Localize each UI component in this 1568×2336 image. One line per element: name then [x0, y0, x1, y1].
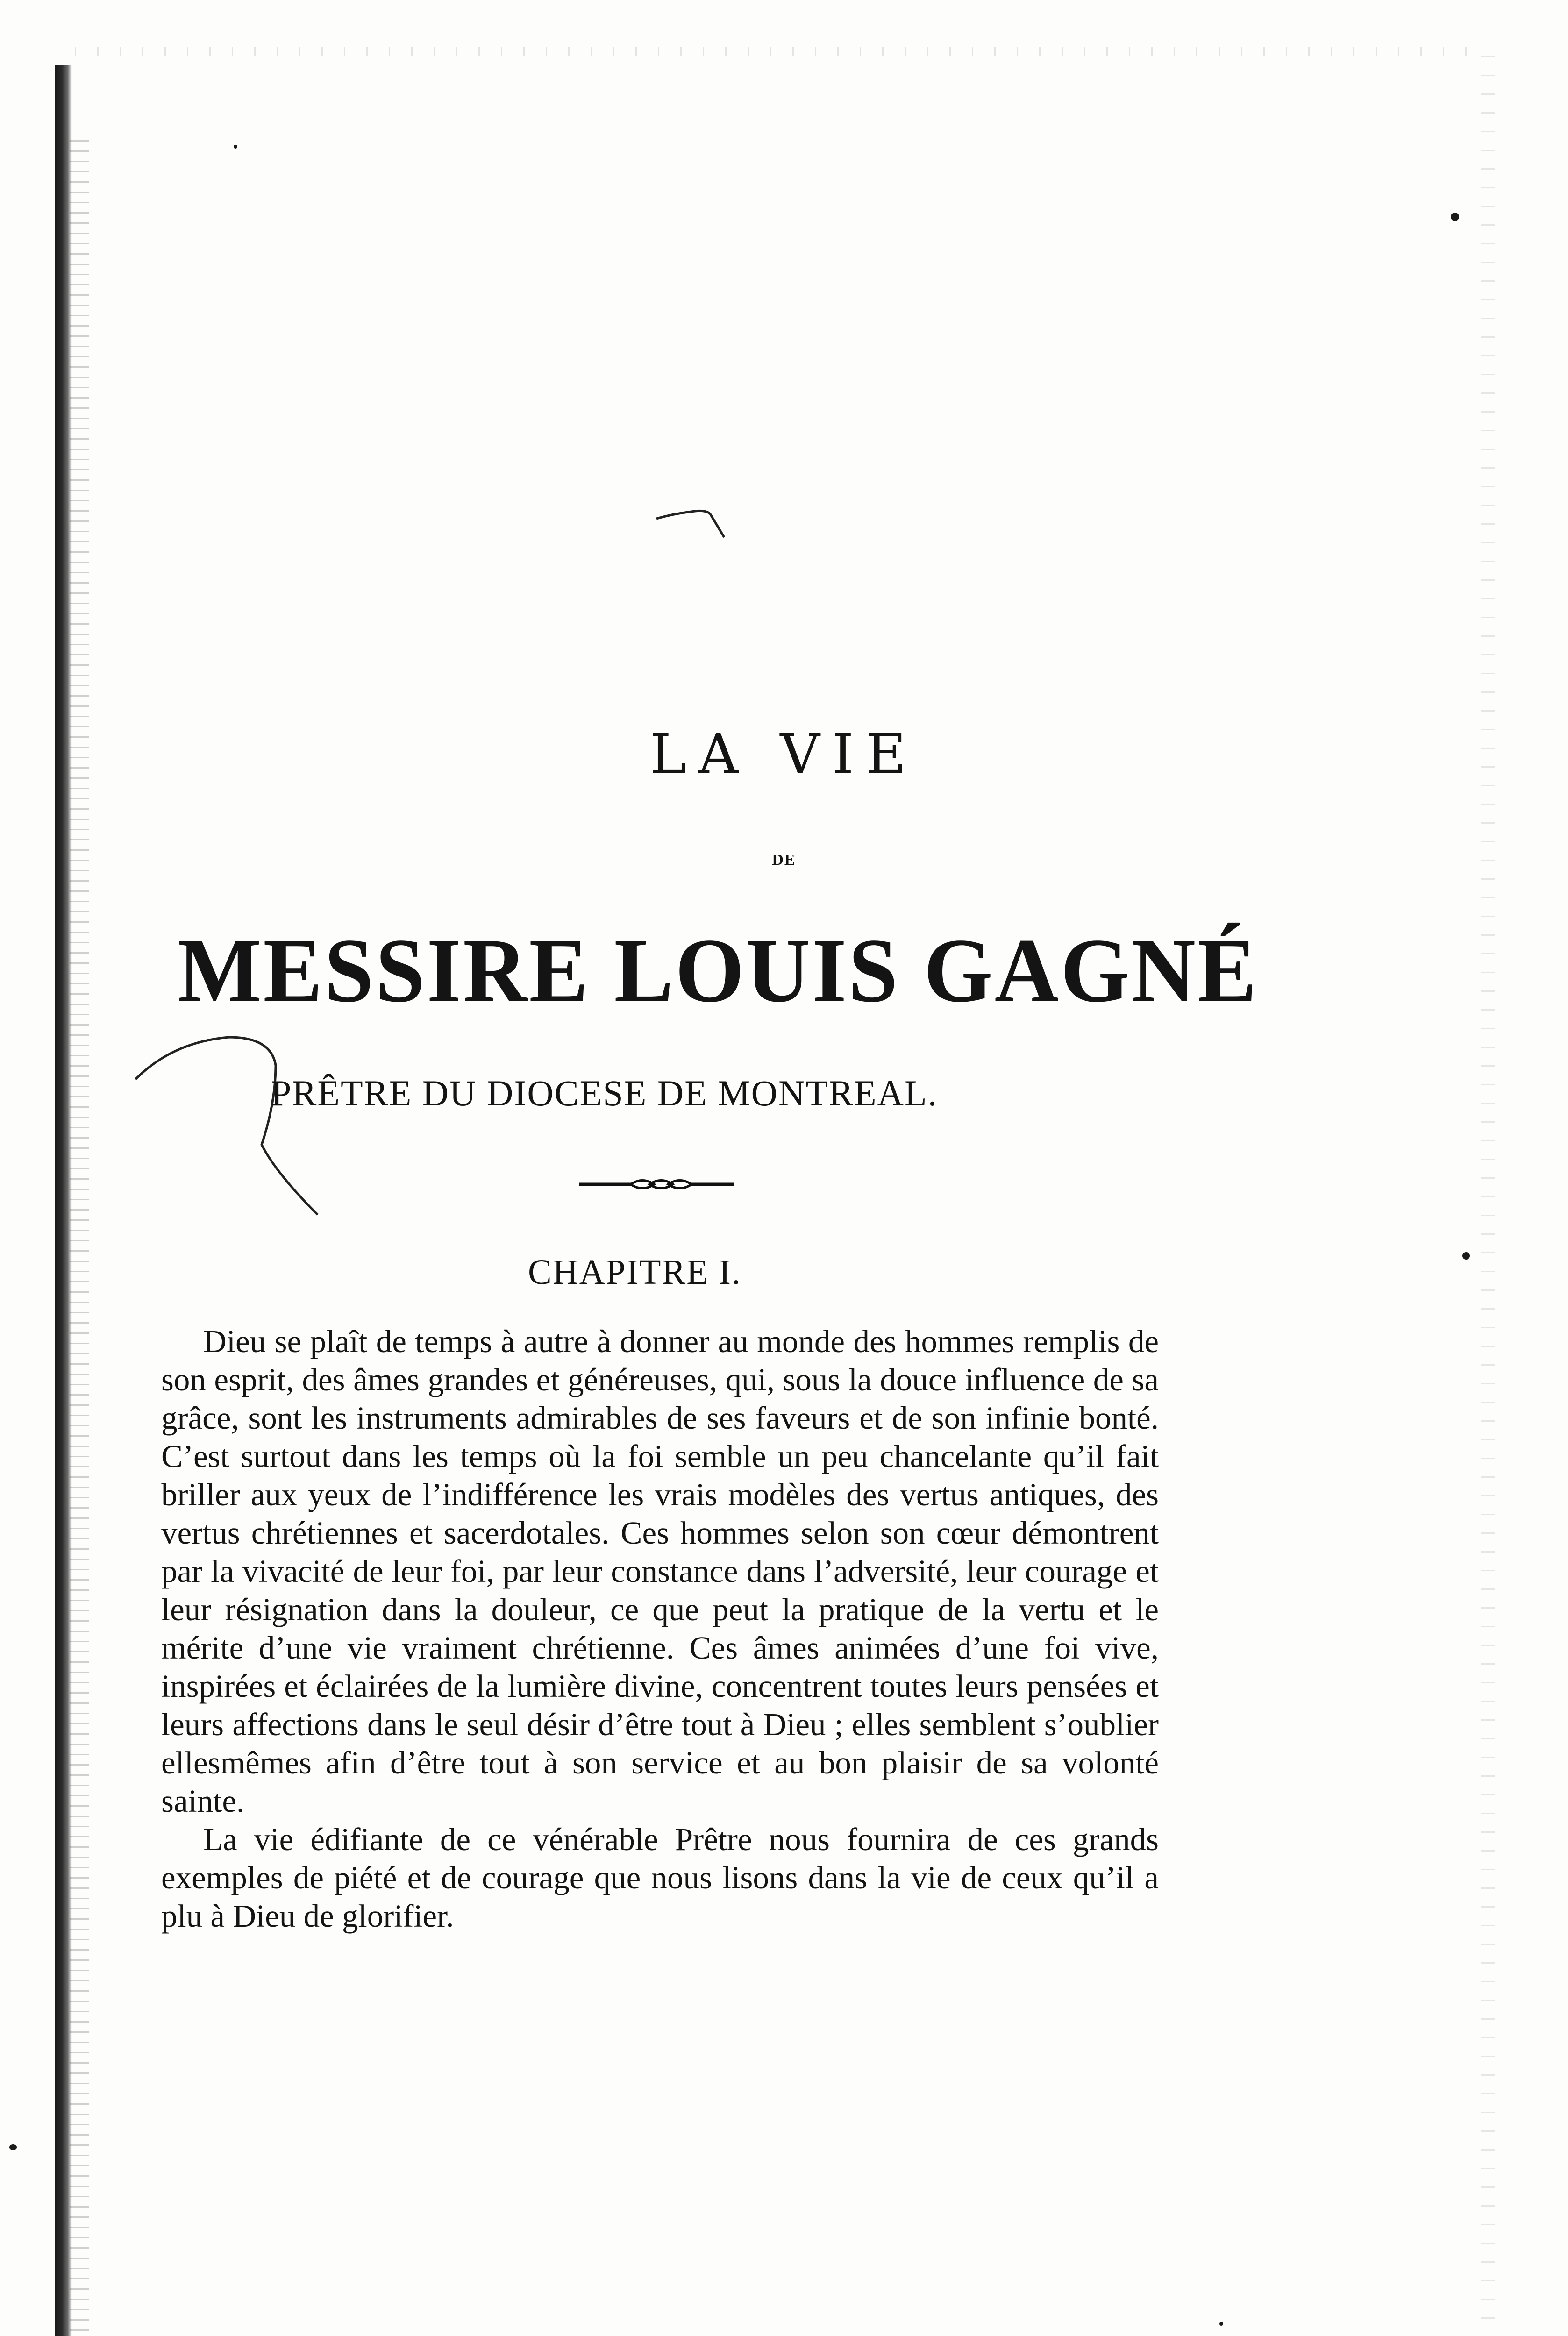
- scan-noise-top: [75, 47, 1476, 56]
- handwritten-pen-stroke: [135, 1028, 332, 1224]
- paragraph-2: La vie édifiante de ce vénérable Prêtre nous fournira de ces grands exemples de piété et de courage que nous lisons dans la vie de ceux qu’il a plu à Dieu de glorifier.: [161, 1822, 1159, 1934]
- body-text: [161, 1322, 1159, 1935]
- stray-ink-dot: [1462, 1252, 1470, 1260]
- stray-ink-dot: [9, 2144, 17, 2150]
- paragraph-1: Dieu se plaît de temps à autre à donner au monde des hommes remplis de son esprit, des âmes grandes et généreuses, qui, sous la douce influence de sa grâce, sont les instruments admirables de ses faveurs et de son infinie bonté. C’est surtout dans les temps où la foi semble un peu chancelante qu’il fait briller aux yeux de l’indifférence les vrais modèles des vertus antiques, des vertus chrétiennes et sacerdotales. Ces hommes selon son cœur démontrent par la vivacité de leur foi, par leur constance dans l’adversité, leur courage et leur résignation dans la douleur, ce que peut la pratique de la vertu et le mérite d’une vie vraiment chrétienne. Ces âmes animées d’une foi vive, inspirées et éclairées de la lumière divine, concentrent toutes leurs pensées et leurs affections dans le seul désir d’être tout à Dieu ; elles semblent s’oublier ellesmêmes afin d’être tout à son service et au bon plaisir de sa volonté sainte.: [161, 1324, 1159, 1819]
- scan-noise-right: [1481, 56, 1495, 2336]
- binding-edge: [55, 65, 72, 2336]
- stray-ink-dot: [234, 145, 237, 149]
- binding-speckle: [70, 140, 89, 2336]
- stray-ink-dot: [1219, 2322, 1223, 2326]
- stray-ink-dot: [1451, 213, 1459, 221]
- chapter-heading: CHAPITRE I.: [528, 1253, 741, 1292]
- title-la-vie: LA VIE: [649, 722, 919, 786]
- page-title: MESSIRE LOUIS GAGNÉ: [178, 920, 1259, 1021]
- ornament-divider: [579, 1177, 734, 1191]
- ink-mark: [654, 500, 734, 542]
- title-de: DE: [772, 851, 796, 869]
- subtitle: PRÊTRE DU DIOCESE DE MONTREAL.: [271, 1073, 938, 1113]
